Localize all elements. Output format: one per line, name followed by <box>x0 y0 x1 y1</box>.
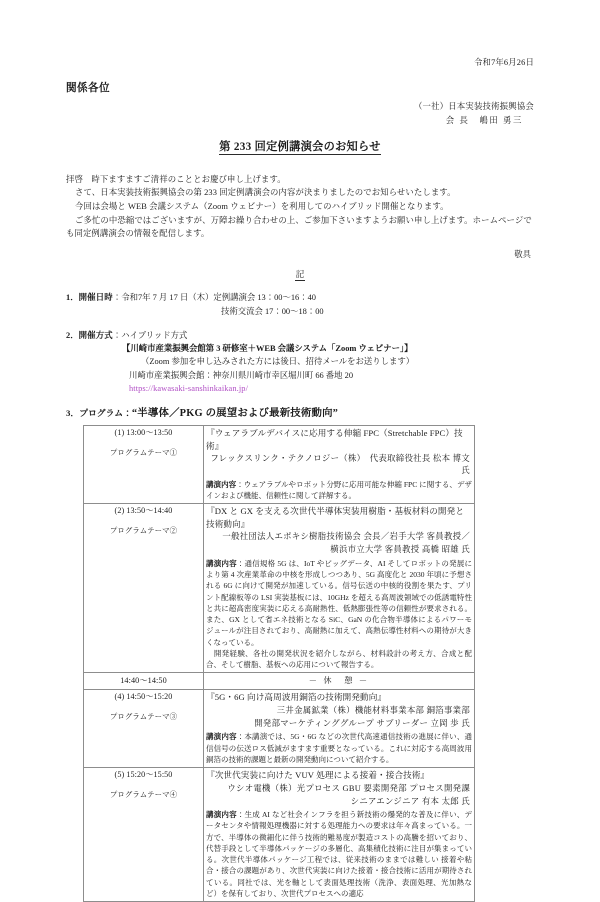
ki-marker <box>66 268 534 280</box>
session-time: (5) 15:20〜15:50 <box>114 770 173 780</box>
session-time-cell <box>84 690 204 768</box>
lecture-speaker-2: シニアエンジニア 有本 太郎 氏 <box>350 796 470 806</box>
lecture-speaker: 一般社団法人エポキシ樹脂技術協会 会長／岩手大学 客員教授／ <box>222 532 470 542</box>
abstract-label: 講演内容 <box>206 479 237 489</box>
table-row-break <box>84 673 475 690</box>
break-label: － 休 憩 － <box>204 673 475 690</box>
lecture-abstract <box>206 731 472 765</box>
lecture-title: 『DX と GX を支える次世代半導体実装用樹脂・基板材料の開発と技術動向』 <box>206 506 465 529</box>
lecture-speaker: 三井金属鉱業（株）機能材料事業本部 銅箔事業部 <box>276 705 470 715</box>
venue-url-link[interactable]: https://kawasaki-sanshinkaikan.jp/ <box>129 383 249 393</box>
abstract-label: 講演内容 <box>206 810 237 820</box>
session-time: (2) 13:50〜14:40 <box>114 506 173 516</box>
lecture-title: 『次世代実装に向けた VUV 処理による接着・接合技術』 <box>206 770 430 781</box>
item-2-number: 2． <box>66 330 79 340</box>
session-time-cell <box>84 768 204 902</box>
addressee: 関係各位 <box>66 82 110 94</box>
item-format <box>66 329 534 395</box>
lecture-speaker-2: 開発部マーケティンググループ サブリーダー 立岡 歩 氏 <box>254 719 470 729</box>
greeting-line-2: さて、日本実装技術振興協会の第 233 回定例講演会の内容が決まりましたのでお知らせいたします。 <box>75 188 456 198</box>
table-row <box>84 690 475 768</box>
abstract-label: 講演内容 <box>206 558 237 568</box>
document-date: 令和7年6月26日 <box>474 58 534 67</box>
table-row <box>84 768 475 902</box>
greeting-line-3: 今回は会場と WEB 会議システム（Zoom ウェビナー）を利用してのハイブリッド開催となります。 <box>75 202 449 212</box>
item-program <box>66 407 534 902</box>
session-time-cell <box>84 504 204 673</box>
item-2-value: ：ハイブリッド方式 <box>112 330 188 340</box>
item-1-number: 1． <box>66 293 79 303</box>
session-theme-label: プログラムテーマ① <box>109 447 178 457</box>
session-time-cell <box>84 426 204 504</box>
lecture-abstract <box>206 479 472 502</box>
item-2-label: 開催方式 <box>78 330 113 340</box>
organization-role: 会 長 嶋田 勇三 <box>445 115 523 125</box>
abstract-text: ：本講演では、5G・6G などの次世代高速通信技術の進展に伴い、通信信号の伝送ロス低減がますます重要となっている。これに対応する高周波用銅箔の技術的課題と最新の開発動向について紹介する。 <box>206 732 472 764</box>
program-table <box>83 425 475 902</box>
abstract-text: ：生成 AI など社会インフラを担う新技術の爆発的な普及に伴い、データセンタや情報処理機器に対する処理能力への要求は年々高まっている。一方で、半導体の微細化に伴う技術的難易度が製造コストの高騰を招いており、代替手段として半導体パッケージの多層化、高集積化技術に注目が集まっている。次世代半導体パッケージ工程では、従来技術のままでは難しい 接着や粘合・接合の課題があり、次世代実装に向けた接着・接合技術に活用が期待されている。同社では、光を軸として表面処理技術（洗浄、表面処理、光加熱など）を保有しており、次世代プロセスへの適応 <box>206 810 472 898</box>
abstract-text: ：通信規格 5G は、IoT やビッグデータ、AI そしてロボットの発展により第 4 次産業革命の中核を形成しつつあり、5G 高度化と 2030 年頃に予想される 6G に向けて開発が加速している。信号伝送の中核的役割を果たす、プリント配線板等の LSI 実装基板には、10GHz を超える高周波領域での低誘電特性と共に超高密度実装に応える高耐熱性、低熱膨張性等の信頼性が要求される。また、GX として省エネ技術となる SiC、GaN の化合物半導体によるパワーモジュールが注目されており、高耐熱に加えて、高熱伝導性材料への期待が大きくなっている。 <box>206 558 473 647</box>
greeting-block <box>66 173 534 241</box>
item-date-time-head <box>66 291 534 304</box>
item-3-number: 3． <box>66 408 80 419</box>
greeting-line-4: ご多忙の中恐縮ではございますが、万障お繰り合わせの上、ご参加下さいますようお願い申し上げます。ホームページでも同定例講演会の情報を配信します。 <box>66 215 532 239</box>
session-time: (4) 14:50〜15:20 <box>114 692 173 702</box>
session-body-cell <box>204 768 475 902</box>
session-body-cell <box>204 426 475 504</box>
lecture-title: 『ウェアラブルデバイスに応用する伸縮 FPC（Stretchable FPC）技術』 <box>206 428 463 451</box>
abstract-label: 講演内容 <box>206 732 237 742</box>
item-1-line-2: 技術交流会 17：00〜18：00 <box>221 306 324 316</box>
lecture-abstract <box>206 809 472 899</box>
page-title <box>66 140 534 156</box>
session-time: (1) 13:00〜13:50 <box>114 428 173 437</box>
lecture-abstract-2: 開発経験、各社の開発状況を紹介しながら、材料設計の考え方、合成と配合、そして樹脂、基板への応用について報告する。 <box>206 648 472 669</box>
abstract-text: ：ウェアラブルやロボット分野に応用可能な伸縮 FPC に関する、デザインおよび機能、信頼性に関して詳解する。 <box>206 479 473 500</box>
ki-marker-text: 記 <box>295 269 305 280</box>
program-heading <box>66 407 534 422</box>
page-title-text: 第 233 回定例講演会のお知らせ <box>219 140 381 153</box>
venue-bracket: 【川崎市産業振興会館第 3 研修室＋WEB 会議システム「Zoom ウェビナー」】 <box>122 344 413 354</box>
lecture-speaker-2: 横浜市立大学 客員教授 高橋 昭雄 氏 <box>330 545 470 555</box>
greeting-line-1: 拝啓 時下ますますご清祥のこととお慶び申し上げます。 <box>66 174 286 184</box>
session-body-cell <box>204 504 475 673</box>
lecture-speaker: フレックスリンク・テクノロジー（株） 代表取締役社長 松本 博文 氏 <box>210 454 470 476</box>
session-body-cell <box>204 690 475 768</box>
session-theme-label: プログラムテーマ② <box>109 525 178 535</box>
item-3-label: プログラム： <box>79 408 132 419</box>
item-date-time <box>66 291 534 318</box>
venue-note: （Zoom 参加を申し込みされた方には後日、招待メールをお送りします） <box>141 357 415 367</box>
session-theme-label: プログラムテーマ③ <box>109 712 178 722</box>
lecture-abstract <box>206 558 472 648</box>
issuing-organization <box>66 101 534 127</box>
item-format-head <box>66 329 534 342</box>
item-1-label: 開催日時 <box>78 293 113 303</box>
session-theme-label: プログラムテーマ④ <box>109 789 178 799</box>
program-theme: “半導体／PKG の展望および最新技術動向” <box>131 408 339 420</box>
lecture-title: 『5G・6G 向け高周波用銅箔の技術開発動向』 <box>206 692 387 703</box>
lecture-speaker: ウシオ電機（株）光プロセス GBU 要素開発部 プロセス開発課 <box>227 783 470 793</box>
closing-word: 敬具 <box>514 250 531 260</box>
venue-address: 川崎市産業振興会館：神奈川県川崎市幸区堀川町 66 番地 20 <box>129 370 354 380</box>
item-1-value: ：令和7年 7 月 17 日（木）定例講演会 13：00〜16：40 <box>112 293 316 303</box>
break-time: 14:40〜14:50 <box>84 673 204 690</box>
organization-name: （一社）日本実装技術振興協会 <box>413 101 534 111</box>
table-row <box>84 426 475 504</box>
table-row <box>84 504 475 673</box>
